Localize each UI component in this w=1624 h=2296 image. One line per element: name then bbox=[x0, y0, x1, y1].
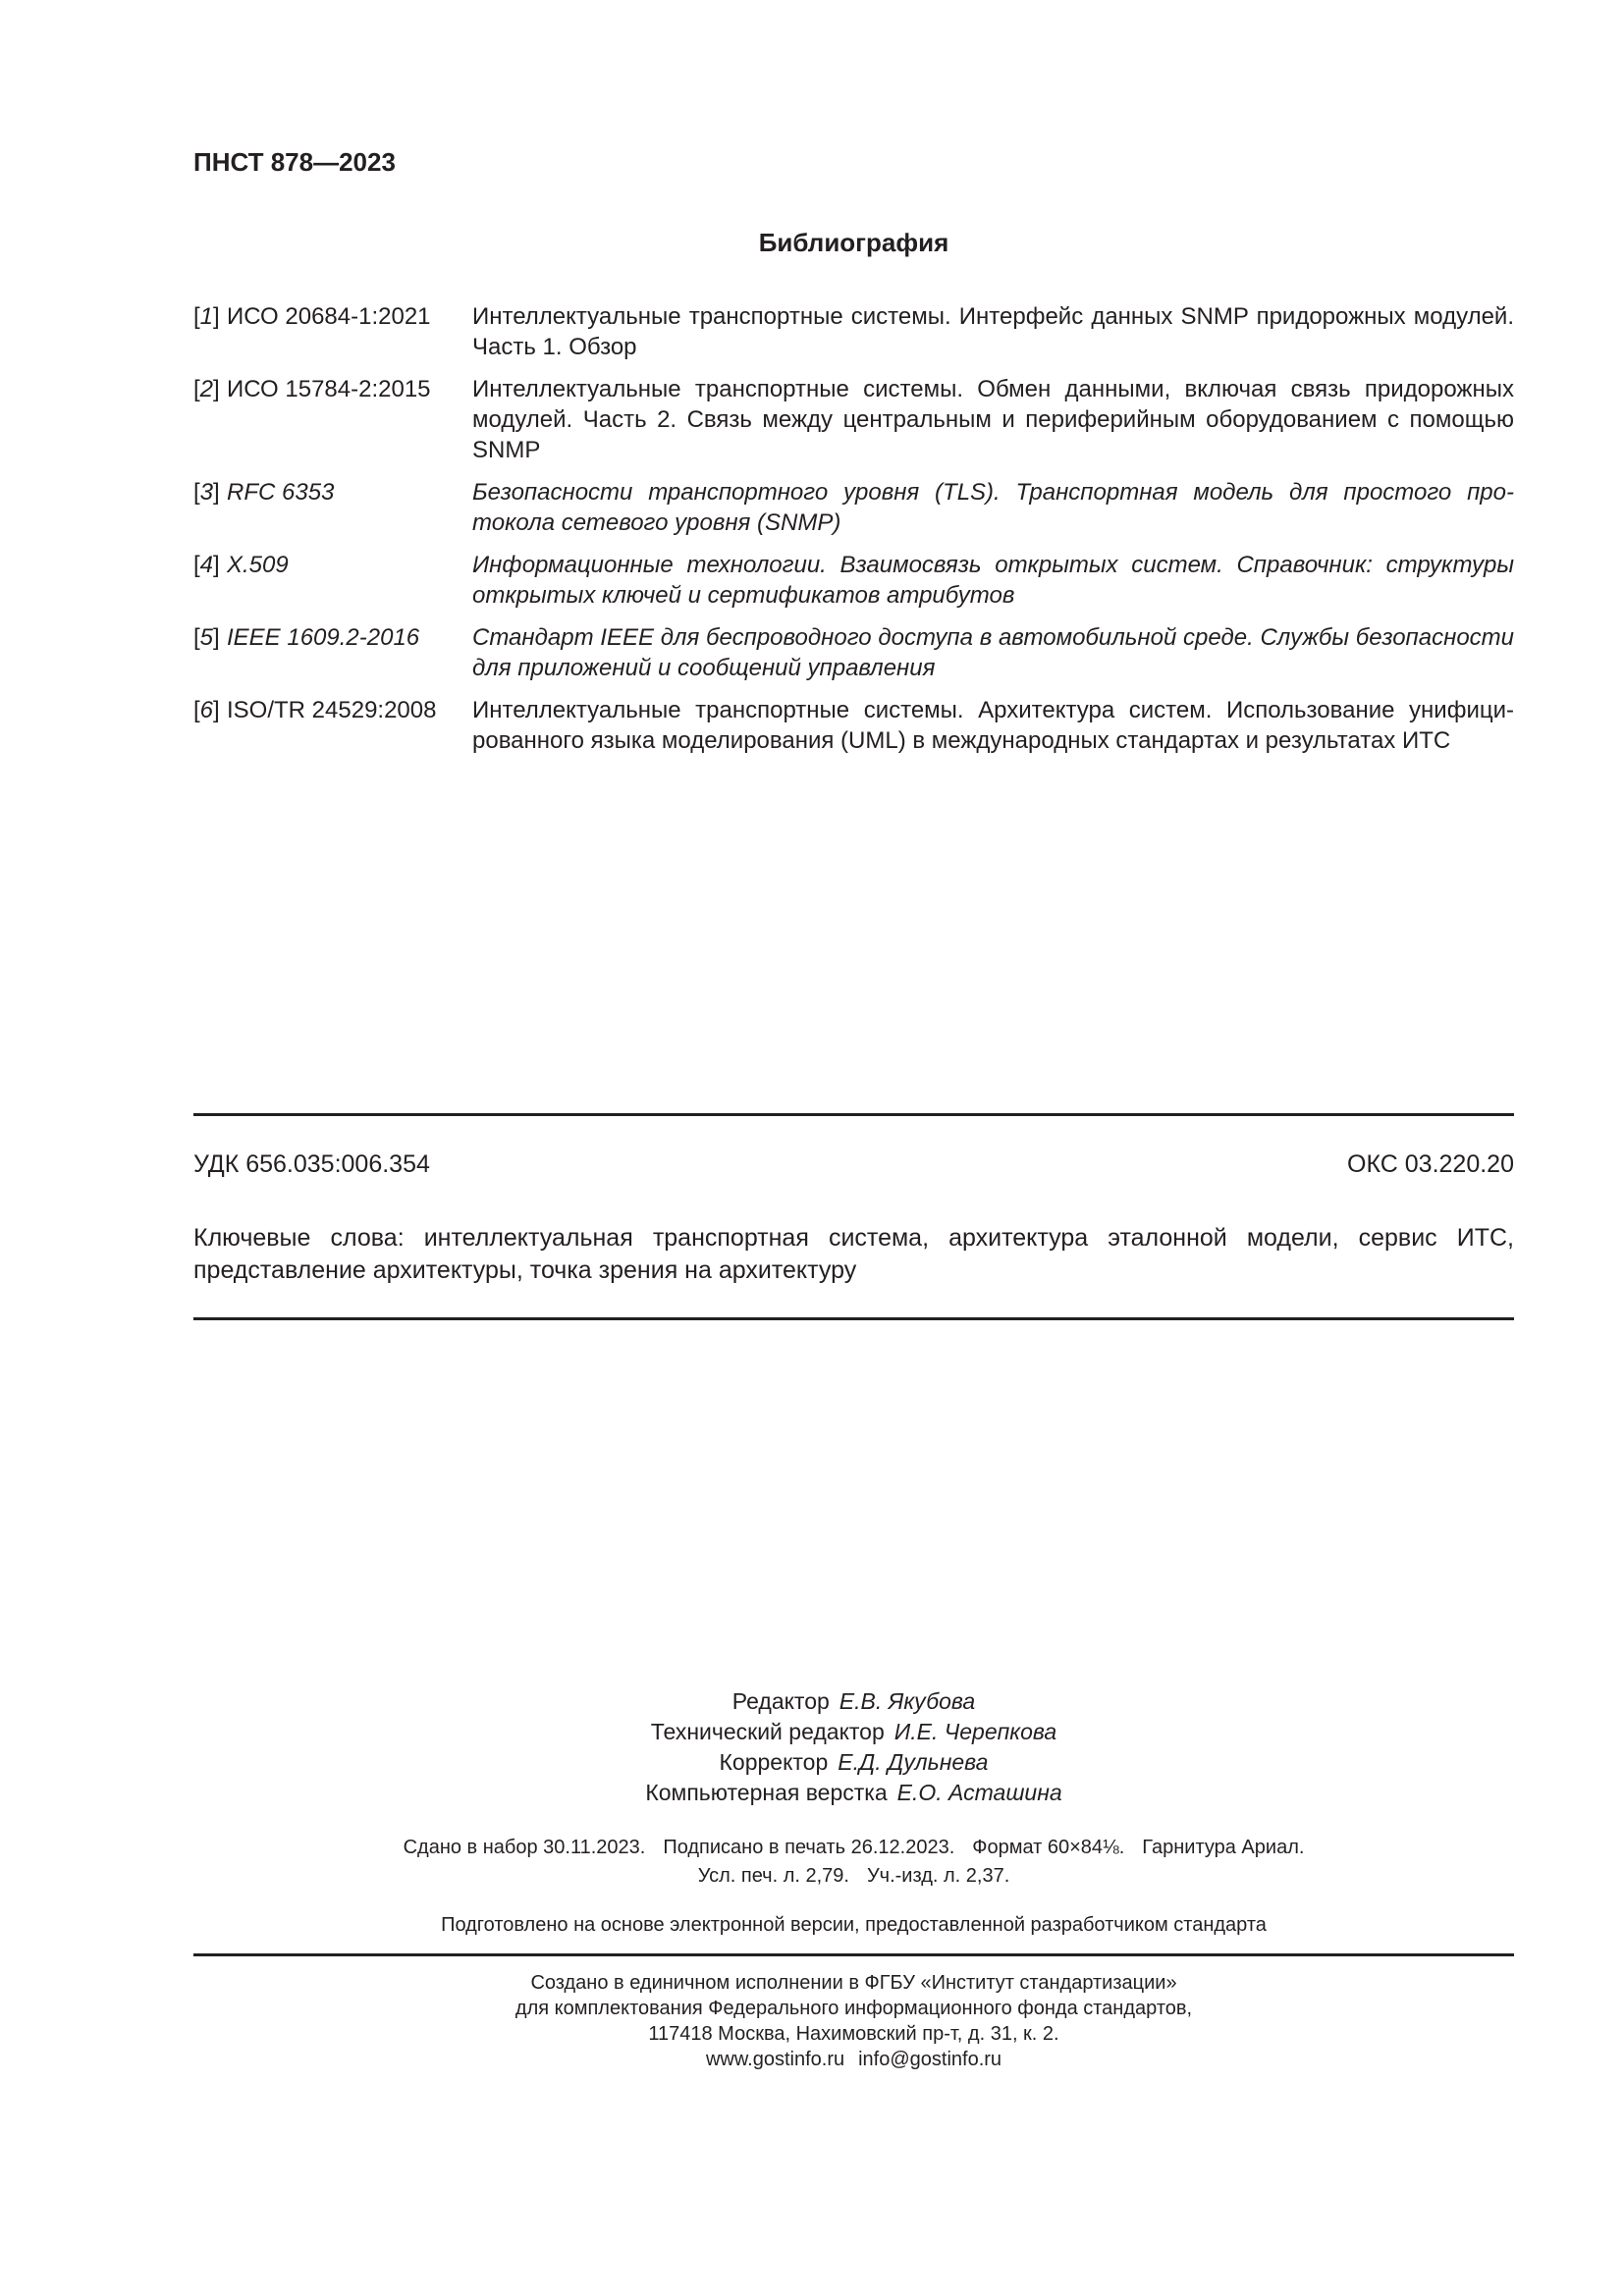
bibliography-entry bbox=[193, 477, 1514, 538]
entry-title: Информационные технологии. Взаимосвязь открытых систем. Справочник: структуры открытых ключей и сертификатов атрибутов bbox=[472, 552, 1514, 609]
print-info bbox=[193, 1834, 1514, 1891]
staff-role: Технический редактор bbox=[650, 1719, 885, 1744]
email-link[interactable]: info@gostinfo.ru bbox=[858, 2049, 1002, 2070]
entry-number-value: 2 bbox=[199, 376, 214, 402]
entry-title: Стандарт IEEE для беспроводного доступа в автомобильной среде. Службы безопасности для приложений и сообщений управления bbox=[472, 624, 1514, 681]
font-info: Гарнитура Ариал. bbox=[1142, 1837, 1305, 1858]
bibliography-entry bbox=[193, 550, 1514, 611]
keywords: Ключевые слова: интеллектуальная транспортная система, архитектура эталонной модели, сервис ИТС, представление архитектуры, точка зрения на архитектуру bbox=[193, 1224, 1514, 1284]
print-info-line-2 bbox=[193, 1862, 1514, 1891]
divider-top bbox=[193, 1113, 1514, 1116]
entry-code: ИСО 15784-2:2015 bbox=[227, 376, 431, 402]
publisher-address: 117418 Москва, Нахимовский пр-т, д. 31, к. 2. bbox=[648, 2023, 1059, 2045]
bibliography-entry bbox=[193, 374, 1514, 465]
staff-name: Е.Д. Дульнева bbox=[838, 1749, 989, 1775]
entry-number-value: 3 bbox=[199, 479, 214, 506]
staff-role: Корректор bbox=[719, 1749, 829, 1775]
entry-code: ИСО 20684-1:2021 bbox=[227, 303, 431, 330]
entry-title: Интеллектуальные транспортные системы. Обмен данными, включая связь придорожных модулей. Часть 2. Связь между центральным и периферийным оборудованием с помощью SNMP bbox=[472, 376, 1514, 463]
entry-number-value: 6 bbox=[199, 697, 214, 723]
bibliography-entry bbox=[193, 301, 1514, 362]
publisher-info bbox=[193, 1970, 1514, 2072]
publisher-line-1: Создано в единичном исполнении в ФГБУ «Институт стандартизации» bbox=[530, 1972, 1177, 1994]
entry-code: IEEE 1609.2-2016 bbox=[227, 624, 420, 651]
prepared-note: Подготовлено на основе электронной версии, предоставленной разработчиком стандарта bbox=[441, 1914, 1267, 1936]
staff-line bbox=[193, 1778, 1514, 1808]
bibliography-list bbox=[193, 301, 1514, 768]
entry-number-value: 5 bbox=[199, 624, 214, 651]
entry-number: [2] bbox=[193, 376, 220, 402]
print-info-line-1 bbox=[193, 1834, 1514, 1862]
entry-number-value: 4 bbox=[199, 552, 214, 578]
staff-role: Редактор bbox=[731, 1688, 830, 1714]
print-sheets: Усл. печ. л. 2,79. bbox=[697, 1865, 849, 1887]
entry-number: [3] bbox=[193, 479, 220, 506]
entry-code: ISO/TR 24529:2008 bbox=[227, 697, 437, 723]
udk-code: УДК 656.035:006.354 bbox=[193, 1150, 430, 1178]
submitted-date: Сдано в набор 30.11.2023. bbox=[403, 1837, 646, 1858]
bibliography-title: Библиография bbox=[758, 228, 949, 257]
entry-title: Безопасности транспортного уровня (TLS). Транспортная модель для простого протокола сетевого уровня (SNMP) bbox=[472, 479, 1514, 536]
editorial-staff bbox=[193, 1686, 1514, 1808]
bibliography-entry bbox=[193, 622, 1514, 683]
staff-name: Е.В. Якубова bbox=[839, 1688, 976, 1714]
document-code: ПНСТ 878—2023 bbox=[193, 147, 396, 177]
divider-bottom bbox=[193, 1953, 1514, 1956]
staff-role: Компьютерная верстка bbox=[645, 1780, 888, 1805]
signed-date: Подписано в печать 26.12.2023. bbox=[663, 1837, 955, 1858]
publisher-line-2: для комплектования Федерального информационного фонда стандартов, bbox=[514, 1998, 1193, 2019]
entry-number: [4] bbox=[193, 552, 220, 578]
staff-name: И.Е. Черепкова bbox=[893, 1719, 1057, 1744]
paper-format: Формат 60×84⅛. bbox=[972, 1837, 1125, 1858]
entry-code: X.509 bbox=[227, 552, 289, 578]
edition-sheets: Уч.-изд. л. 2,37. bbox=[866, 1865, 1010, 1887]
entry-title: Интеллектуальные транспортные системы. Архитектура систем. Использование унифицированного языка моделирования (UML) в международных стандартах и результатах ИТС bbox=[472, 697, 1514, 754]
oks-code: ОКС 03.220.20 bbox=[1347, 1150, 1514, 1178]
entry-number-value: 1 bbox=[199, 303, 214, 330]
entry-number: [6] bbox=[193, 697, 220, 723]
staff-name: Е.О. Асташина bbox=[896, 1780, 1062, 1805]
staff-line bbox=[193, 1747, 1514, 1778]
publisher-contacts bbox=[193, 2047, 1514, 2072]
entry-title: Интеллектуальные транспортные системы. Интерфейс данных SNMP придорожных модулей. Часть 1. Обзор bbox=[472, 303, 1514, 360]
entry-number: [1] bbox=[193, 303, 220, 330]
staff-line bbox=[193, 1717, 1514, 1747]
entry-code: RFC 6353 bbox=[227, 479, 335, 506]
divider-middle bbox=[193, 1317, 1514, 1320]
staff-line bbox=[193, 1686, 1514, 1717]
entry-number: [5] bbox=[193, 624, 220, 651]
website-link[interactable]: www.gostinfo.ru bbox=[705, 2049, 845, 2070]
bibliography-entry bbox=[193, 695, 1514, 756]
